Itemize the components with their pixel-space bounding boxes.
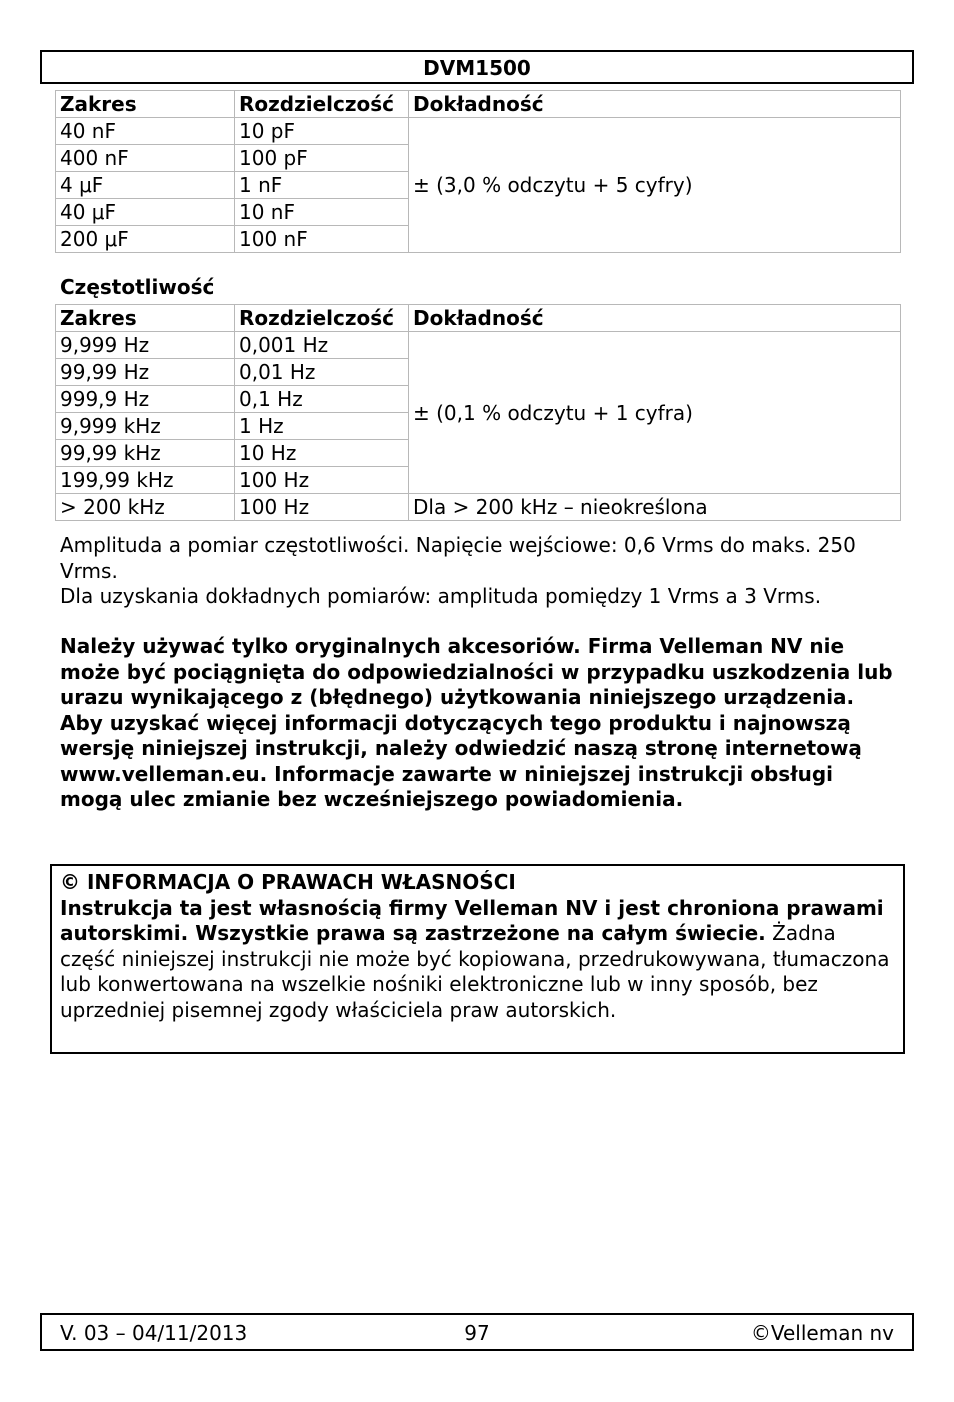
resolution-cell: 100 Hz: [235, 494, 409, 521]
range-cell: 40 μF: [56, 199, 235, 226]
header-accuracy: Dokładność: [409, 305, 901, 332]
resolution-cell: 0,1 Hz: [235, 386, 409, 413]
notes: [60, 533, 900, 610]
warning-paragraph: Należy używać tylko oryginalnych akcesoriów. Firma Velleman NV nie może być pociągnięta do odpowiedzialności w przypadku uszkodzenia lub urazu wynikającego z (błędnego) użytkowania niniejszego urządzenia. Aby uzyskać więcej informacji dotyczących tego produktu i najnowszą wersję niniejszej instrukcji, należy odwiedzić naszą stronę internetową www.velleman.eu. Informacje zawarte w niniejszej instrukcji obsługi mogą ulec zmianie bez wcześniejszego powiadomienia.: [60, 634, 893, 811]
capacitance-table: [55, 90, 901, 253]
resolution-cell: 10 Hz: [235, 440, 409, 467]
footer-company: ©Velleman nv: [750, 1321, 894, 1345]
range-cell: 99,99 kHz: [56, 440, 235, 467]
resolution-cell: 0,001 Hz: [235, 332, 409, 359]
resolution-cell: 1 nF: [235, 172, 409, 199]
header-accuracy: Dokładność: [409, 91, 901, 118]
resolution-cell: 10 pF: [235, 118, 409, 145]
header-resolution: Rozdzielczość: [235, 305, 409, 332]
resolution-cell: 100 nF: [235, 226, 409, 253]
footer-page-number: 97: [464, 1321, 490, 1345]
header-range: Zakres: [56, 91, 235, 118]
accuracy-cell: ± (0,1 % odczytu + 1 cyfra): [409, 332, 901, 494]
page-header: [40, 50, 914, 84]
copyright-title: © INFORMACJA O PRAWACH WŁASNOŚCI: [60, 870, 516, 894]
accuracy-cell: ± (3,0 % odczytu + 5 cyfry): [409, 118, 901, 253]
note-amplitude: Amplituda a pomiar częstotliwości. Napięcie wejściowe: 0,6 Vrms do maks. 250 Vrms.: [60, 533, 856, 583]
page-footer: [40, 1313, 914, 1351]
table-header-row: [56, 91, 901, 118]
resolution-cell: 0,01 Hz: [235, 359, 409, 386]
range-cell: 4 μF: [56, 172, 235, 199]
range-cell: 400 nF: [56, 145, 235, 172]
resolution-cell: 100 Hz: [235, 467, 409, 494]
range-cell: 40 nF: [56, 118, 235, 145]
table-row: [56, 118, 901, 145]
frequency-table: [55, 304, 901, 521]
footer-version: V. 03 – 04/11/2013: [60, 1321, 248, 1345]
table-row: [56, 494, 901, 521]
copyright-body: [60, 896, 895, 1024]
table-row: [56, 332, 901, 359]
header-resolution: Rozdzielczość: [235, 91, 409, 118]
range-cell: 199,99 kHz: [56, 467, 235, 494]
resolution-cell: 1 Hz: [235, 413, 409, 440]
note-accuracy: Dla uzyskania dokładnych pomiarów: amplituda pomiędzy 1 Vrms a 3 Vrms.: [60, 584, 822, 608]
range-cell: 9,999 kHz: [56, 413, 235, 440]
copyright-box: [50, 864, 905, 1054]
table-header-row: [56, 305, 901, 332]
header-range: Zakres: [56, 305, 235, 332]
resolution-cell: 100 pF: [235, 145, 409, 172]
range-cell: 200 μF: [56, 226, 235, 253]
frequency-section-title: Częstotliwość: [60, 275, 215, 299]
header-title: DVM1500: [423, 56, 531, 80]
range-cell: > 200 kHz: [56, 494, 235, 521]
range-cell: 99,99 Hz: [56, 359, 235, 386]
copyright-text: Żadna część niniejszej instrukcji nie może być kopiowana, przedrukowywana, tłumaczona lub konwertowana na wszelkie nośniki elektroniczne lub w inny sposób, bez uprzedniej pisemnej zgody właściciela praw autorskich.: [60, 921, 890, 1022]
range-cell: 9,999 Hz: [56, 332, 235, 359]
range-cell: 999,9 Hz: [56, 386, 235, 413]
accuracy-cell: Dla > 200 kHz – nieokreślona: [409, 494, 901, 521]
resolution-cell: 10 nF: [235, 199, 409, 226]
copyright-bold-text: Instrukcja ta jest własnością firmy Velleman NV i jest chroniona prawami autorskimi. Wszystkie prawa są zastrzeżone na całym świecie.: [60, 895, 884, 945]
